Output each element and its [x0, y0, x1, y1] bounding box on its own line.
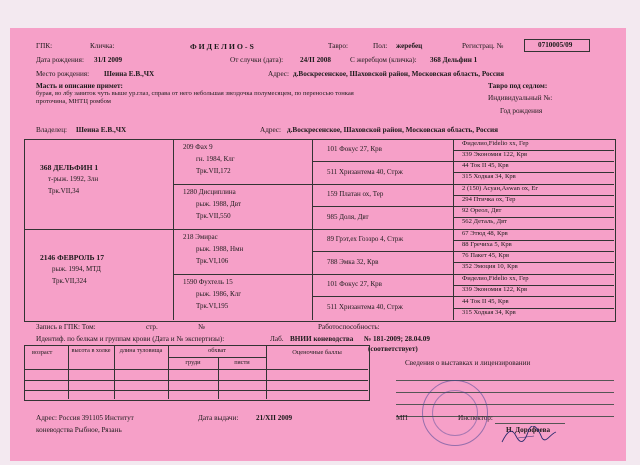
ancestor-g2-info: рыж. 1988, Двт — [196, 200, 242, 208]
birthplace-label: Место рождения: — [36, 70, 90, 78]
owner-address-value: д.Воскресенское, Шаховской район, Московская область, Россия — [287, 126, 499, 134]
col-length: длина туловища — [119, 347, 163, 354]
individual-number-label: Индивидуальный №: — [488, 94, 553, 102]
official-seal-stamp — [422, 380, 488, 446]
ancestor-g3: 159 Платан ох, Тер — [327, 190, 384, 198]
stallion-label: С жеребцом (кличка): — [350, 56, 417, 64]
gpk-record-label: Запись в ГПК: Том: — [36, 323, 96, 331]
ancestor-g2-book: Трк.VI,106 — [196, 257, 229, 265]
owner-address-label: Адрес: — [260, 126, 281, 134]
ancestor-g3: 89 Грэт,ех Гоэзро 4, Стрж — [327, 235, 404, 243]
institute-address-2: коневодства Рыбное, Рязань — [36, 426, 122, 434]
ancestor-g3: 788 Эмка 32, Крв — [327, 258, 379, 266]
color-label: Масть и описание примет: — [36, 82, 123, 90]
ancestor-g2: 1590 Фухтель 15 — [183, 278, 233, 286]
ancestor-g2-book: Трк.VII,550 — [196, 212, 231, 220]
stallion-value: 368 Дельфин 1 — [430, 56, 478, 64]
mating-label: От случки (дата): — [230, 56, 284, 64]
gpk-label: ГПК: — [36, 42, 53, 50]
ancestor-g2: 209 Фах 9 — [183, 143, 213, 151]
address-value: д.Воскресенское, Шаховской район, Московская область, Россия — [293, 70, 505, 78]
dob-label: Дата рождения: — [36, 56, 84, 64]
col-cannon: пясти — [234, 359, 250, 366]
color-line-1: бурая, во лбу завиток чуть выше ур.глаз, справа от него небольшая звездочка полумесяцем, по переносью тонкая — [36, 90, 354, 97]
sex-label: Пол: — [373, 42, 388, 50]
inspector-label: Инспектор: — [458, 414, 493, 422]
owner-label: Владелец: — [36, 126, 68, 134]
ancestor-g4: 315 Ходкая 34, Крв — [462, 173, 516, 180]
sire-info: т-рыж. 1992, Злн — [48, 175, 99, 183]
ancestor-g4: 315 Ходкая 34, Крв — [462, 309, 516, 316]
ancestor-g4: 44 Ток II 45, Крв — [462, 298, 509, 305]
ancestor-g3: 101 Фокус 27, Крв — [327, 145, 382, 153]
ancestor-g4: 339 Экономия 122, Крв — [462, 151, 528, 158]
old-brand-label: Тавро под седлом: — [488, 82, 548, 90]
issue-date-label: Дата выдачи: — [198, 414, 239, 422]
lab-label: Лаб. — [270, 335, 284, 343]
ancestor-g4: 562 Деталь, Двт — [462, 218, 507, 225]
reg-label: Регистрац. № — [462, 42, 504, 50]
seal-label: МП — [396, 414, 408, 422]
identification-label: Идентиф. по белкам и группам крови (Дата и № экспертизы): — [36, 335, 225, 343]
page-label: стр. — [146, 323, 158, 331]
ancestor-g4: 2 (150) Асуан,Aswan ох, Ег — [462, 185, 539, 192]
birth-year-label: Год рождения — [500, 107, 543, 115]
ancestor-g3: 511 Хризантема 40, Стрж — [327, 303, 403, 311]
ancestor-g2-book: Трк.VI,195 — [196, 302, 229, 310]
reg-number-box — [524, 39, 590, 52]
shows-heading: Сведения о выставках и лицензировании — [405, 359, 531, 367]
tavro-label: Тавро: — [328, 42, 348, 50]
col-girth: обхват — [208, 347, 226, 354]
lab-number: № 181-2009; 28.04.09 — [364, 335, 430, 343]
issue-date-value: 21/XII 2009 — [256, 414, 293, 422]
pedigree-table — [24, 139, 616, 322]
ancestor-g2: 1280 Дисциплина — [183, 188, 236, 196]
dob-value: 31/I 2009 — [94, 56, 123, 64]
address-label: Адрес: — [268, 70, 289, 78]
ancestor-g4: 67 Этюд 48, Крв — [462, 230, 508, 237]
ancestor-g4: 88 Гречиха 5, Крв — [462, 241, 512, 248]
ancestor-g4: Фиделио,Fidelio хх, Гер — [462, 140, 529, 147]
conformity: (соответствует) — [368, 345, 418, 353]
ancestor-g3: 511 Хризантема 40, Стрж — [327, 168, 403, 176]
ancestor-g2-info: рыж. 1986, Клг — [196, 290, 242, 298]
certificate-sheet — [10, 28, 626, 461]
sire-name: 368 ДЕЛЬФИН 1 — [40, 163, 99, 172]
dam-info: рыж. 1994, МТД — [52, 265, 101, 273]
ancestor-g4: Фиделио,Fidelio хх, Гер — [462, 275, 529, 282]
ancestor-g4: 352 Эмоция 10, Крв — [462, 263, 518, 270]
ancestor-g2-info: рыж. 1988, Нмн — [196, 245, 244, 253]
ancestor-g2-book: Трк.VII,172 — [196, 167, 231, 175]
ancestor-g4: 294 Птичка ох, Тер — [462, 196, 516, 203]
col-chest: груди — [185, 359, 201, 366]
ancestor-g4: 44 Ток II 45, Крв — [462, 162, 509, 169]
ancestor-g4: 76 Пакет 45, Крв — [462, 252, 510, 259]
inspector-name: Н. Дорофеева — [506, 426, 551, 434]
ancestor-g2: 218 Эмирас — [183, 233, 218, 241]
mating-value: 24/II 2008 — [300, 56, 331, 64]
lab-value: ВНИИ коневодства — [290, 335, 354, 343]
ancestor-g4: 339 Экономия 122, Крв — [462, 286, 528, 293]
performance-label: Работоспособность: — [318, 323, 380, 331]
horse-name: Ф И Д Е Л И О - S — [190, 42, 254, 51]
ancestor-g4: 92 Ореол, Двт — [462, 207, 502, 214]
reg-number: 0710005/09 — [538, 41, 573, 49]
dam-name: 2146 ФЕВРОЛЬ 17 — [40, 253, 105, 262]
ancestor-g3: 985 Доля, Двт — [327, 213, 369, 221]
institute-address-1: Адрес: Россия 391105 Институт — [36, 414, 134, 422]
birthplace-value: Шеина Е.В.,ЧХ — [104, 70, 155, 78]
klichka-label: Кличка: — [90, 42, 115, 50]
color-line-2: проточина, МНТЦ ромбом — [36, 98, 111, 105]
col-age: возраст — [32, 349, 53, 356]
dam-book: Трк.VII,324 — [52, 277, 87, 285]
ancestor-g3: 101 Фокус 27, Крв — [327, 280, 382, 288]
owner-value: Шеина Е.В.,ЧХ — [76, 126, 127, 134]
record-no-label: № — [198, 323, 205, 331]
sex-value: жеребец — [396, 42, 423, 50]
inspector-signature — [498, 426, 558, 446]
sire-book: Трк.VII,34 — [48, 187, 80, 195]
ancestor-g2-info: гн. 1984, Клг — [196, 155, 235, 163]
col-height: высота в холке — [71, 347, 111, 354]
col-score: Оценочные баллы — [292, 349, 342, 356]
